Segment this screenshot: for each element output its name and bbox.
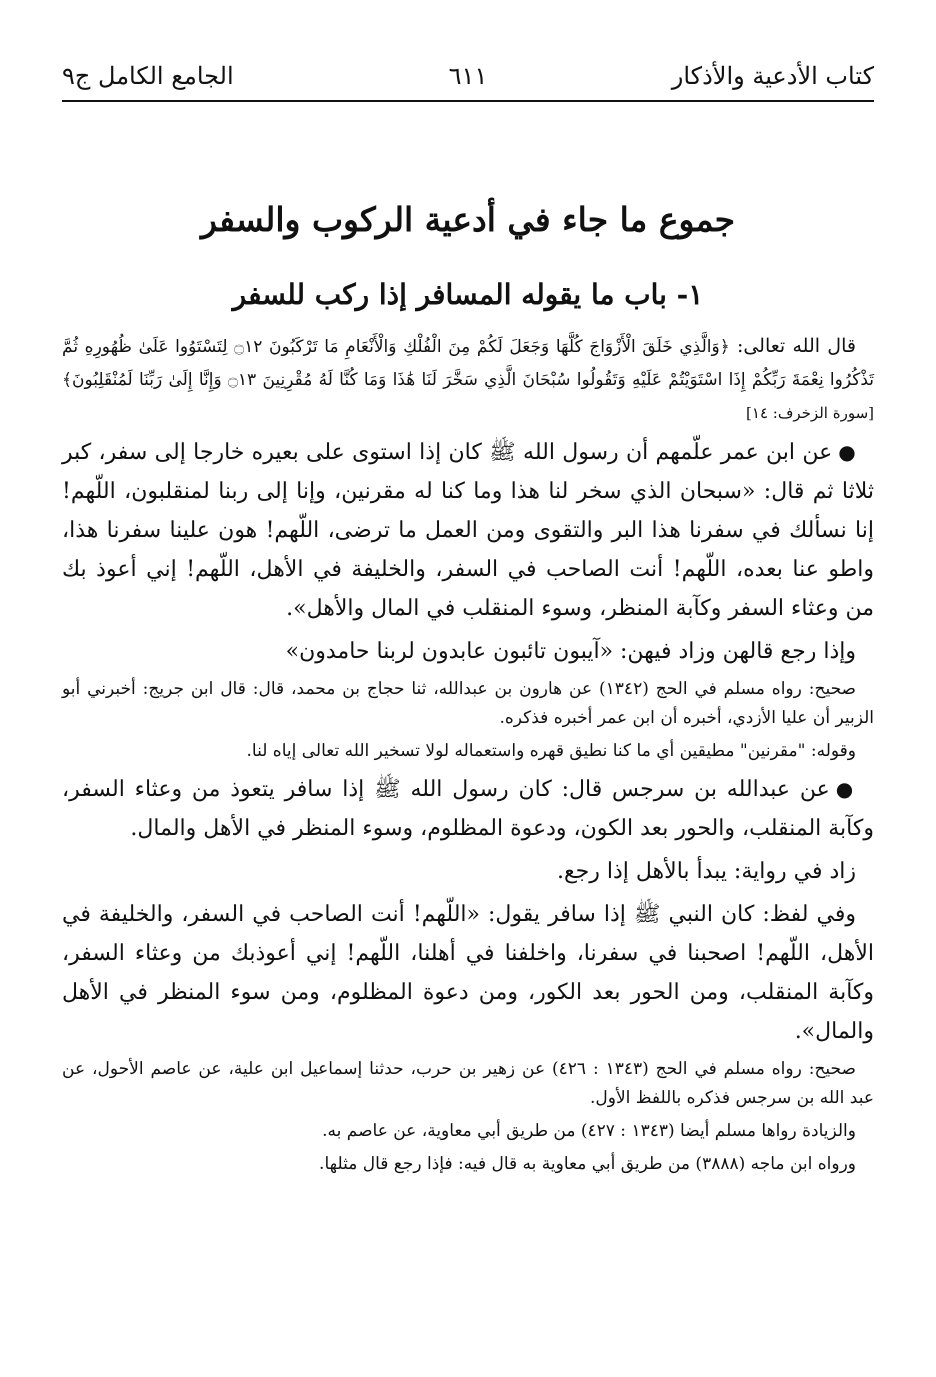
hadith-2-text: عن عبدالله بن سرجس قال: كان رسول الله ﷺ إذا سافر يتعوذ من وعثاء السفر، وكآبة المنقلب، والحور بعد الكون، ودعوة المظلوم، وسوء المنظر في الأهل والمال. — [62, 777, 874, 841]
quran-passage — [62, 330, 874, 429]
bullet-icon: ● — [835, 777, 857, 801]
quran-reference: [سورة الزخرف: ١٤] — [746, 404, 874, 422]
page-body — [62, 330, 874, 1179]
page-number: ٦١١ — [448, 62, 488, 90]
quran-intro: قال الله تعالى: — [736, 335, 856, 357]
quran-verse: ﴿وَالَّذِي خَلَقَ الْأَزْوَاجَ كُلَّهَا وَجَعَلَ لَكُمْ مِنَ الْفُلْكِ وَالْأَنْعَامِ مَا تَرْكَبُونَ ۝١٢ لِتَسْتَوُوا عَلَىٰ ظُهُورِهِ ثُمَّ تَذْكُرُوا نِعْمَةَ رَبِّكُمْ إِذَا اسْتَوَيْتُمْ عَلَيْهِ وَتَقُولُوا سُبْحَانَ الَّذِي سَخَّرَ لَنَا هَٰذَا وَمَا كُنَّا لَهُ مُقْرِنِينَ ۝١٣ وَإِنَّا إِلَىٰ رَبِّنَا لَمُنْقَلِبُونَ﴾ — [62, 337, 874, 390]
hadith-1-text: عن ابن عمر علّمهم أن رسول الله ﷺ كان إذا استوى على بعيره خارجا إلى سفر، كبر ثلاثا ثم قال: «سبحان الذي سخر لنا هذا وما كنا له مقرنين، وإنا إلى ربنا لمنقلبون، اللّهم! إنا نسألك في سفرنا هذا البر والتقوى ومن العمل ما ترضى، اللّهم! هون علينا سفرنا هذا، واطو عنا بعده، اللّهم! أنت الصاحب في السفر، والخليفة في الأهل، اللّهم! إني أعوذ بك من وعثاء السفر وكآبة المنظر، وسوء المنقلب في المال والأهل». — [62, 440, 874, 621]
hadith-2-note-1: صحيح: رواه مسلم في الحج (١٣٤٣ : ٤٢٦) عن زهير بن حرب، حدثنا إسماعيل ابن علية، عن عاصم الأحول، عن عبد الله بن سرجس فذكره باللفظ الأول. — [62, 1059, 874, 1108]
header-divider — [62, 100, 874, 102]
hadith-2-addition: زاد في رواية: يبدأ بالأهل إذا رجع. — [556, 859, 856, 884]
hadith-2 — [62, 770, 874, 848]
volume-label: الجامع الكامل ج٩ — [62, 62, 234, 90]
running-header — [62, 62, 874, 96]
hadith-2-note-3: ورواه ابن ماجه (٣٨٨٨) من طريق أبي معاوية به قال فيه: فإذا رجع قال مثلها. — [319, 1154, 856, 1174]
hadith-1 — [62, 433, 874, 628]
hadith-1-addition: وإذا رجع قالهن وزاد فيهن: «آيبون تائبون عابدون لربنا حامدون» — [285, 639, 856, 664]
chapter-title: ١- باب ما يقوله المسافر إذا ركب للسفر — [232, 278, 704, 311]
section-title: جموع ما جاء في أدعية الركوب والسفر — [200, 200, 736, 239]
hadith-1-note-1: صحيح: رواه مسلم في الحج (١٣٤٢) عن هارون بن عبدالله، ثنا حجاج بن محمد، قال: قال ابن جريج: أخبرني أبو الزبير أن عليا الأزدي، أخبره أن ابن عمر أخبره فذكره. — [62, 679, 874, 728]
hadith-1-note-2: وقوله: "مقرنين" مطيقين أي ما كنا نطيق قهره واستعماله لولا تسخير الله تعالى إياه لنا. — [246, 741, 856, 761]
hadith-2-note-2: والزيادة رواها مسلم أيضا (١٣٤٣ : ٤٢٧) من طريق أبي معاوية، عن عاصم به. — [322, 1121, 856, 1141]
hadith-2-variant: وفي لفظ: كان النبي ﷺ إذا سافر يقول: «اللّهم! أنت الصاحب في السفر، والخليفة في الأهل، اللّهم! اصحبنا في سفرنا، واخلفنا في أهلنا، اللّهم! إني أعوذبك من وعثاء السفر، وكآبة المنقلب، ومن الحور بعد الكور، ومن دعوة المظلوم، ومن سوء المنظر في الأهل والمال». — [62, 902, 874, 1044]
bullet-icon: ● — [838, 440, 857, 464]
book-title: كتاب الأدعية والأذكار — [671, 62, 874, 90]
